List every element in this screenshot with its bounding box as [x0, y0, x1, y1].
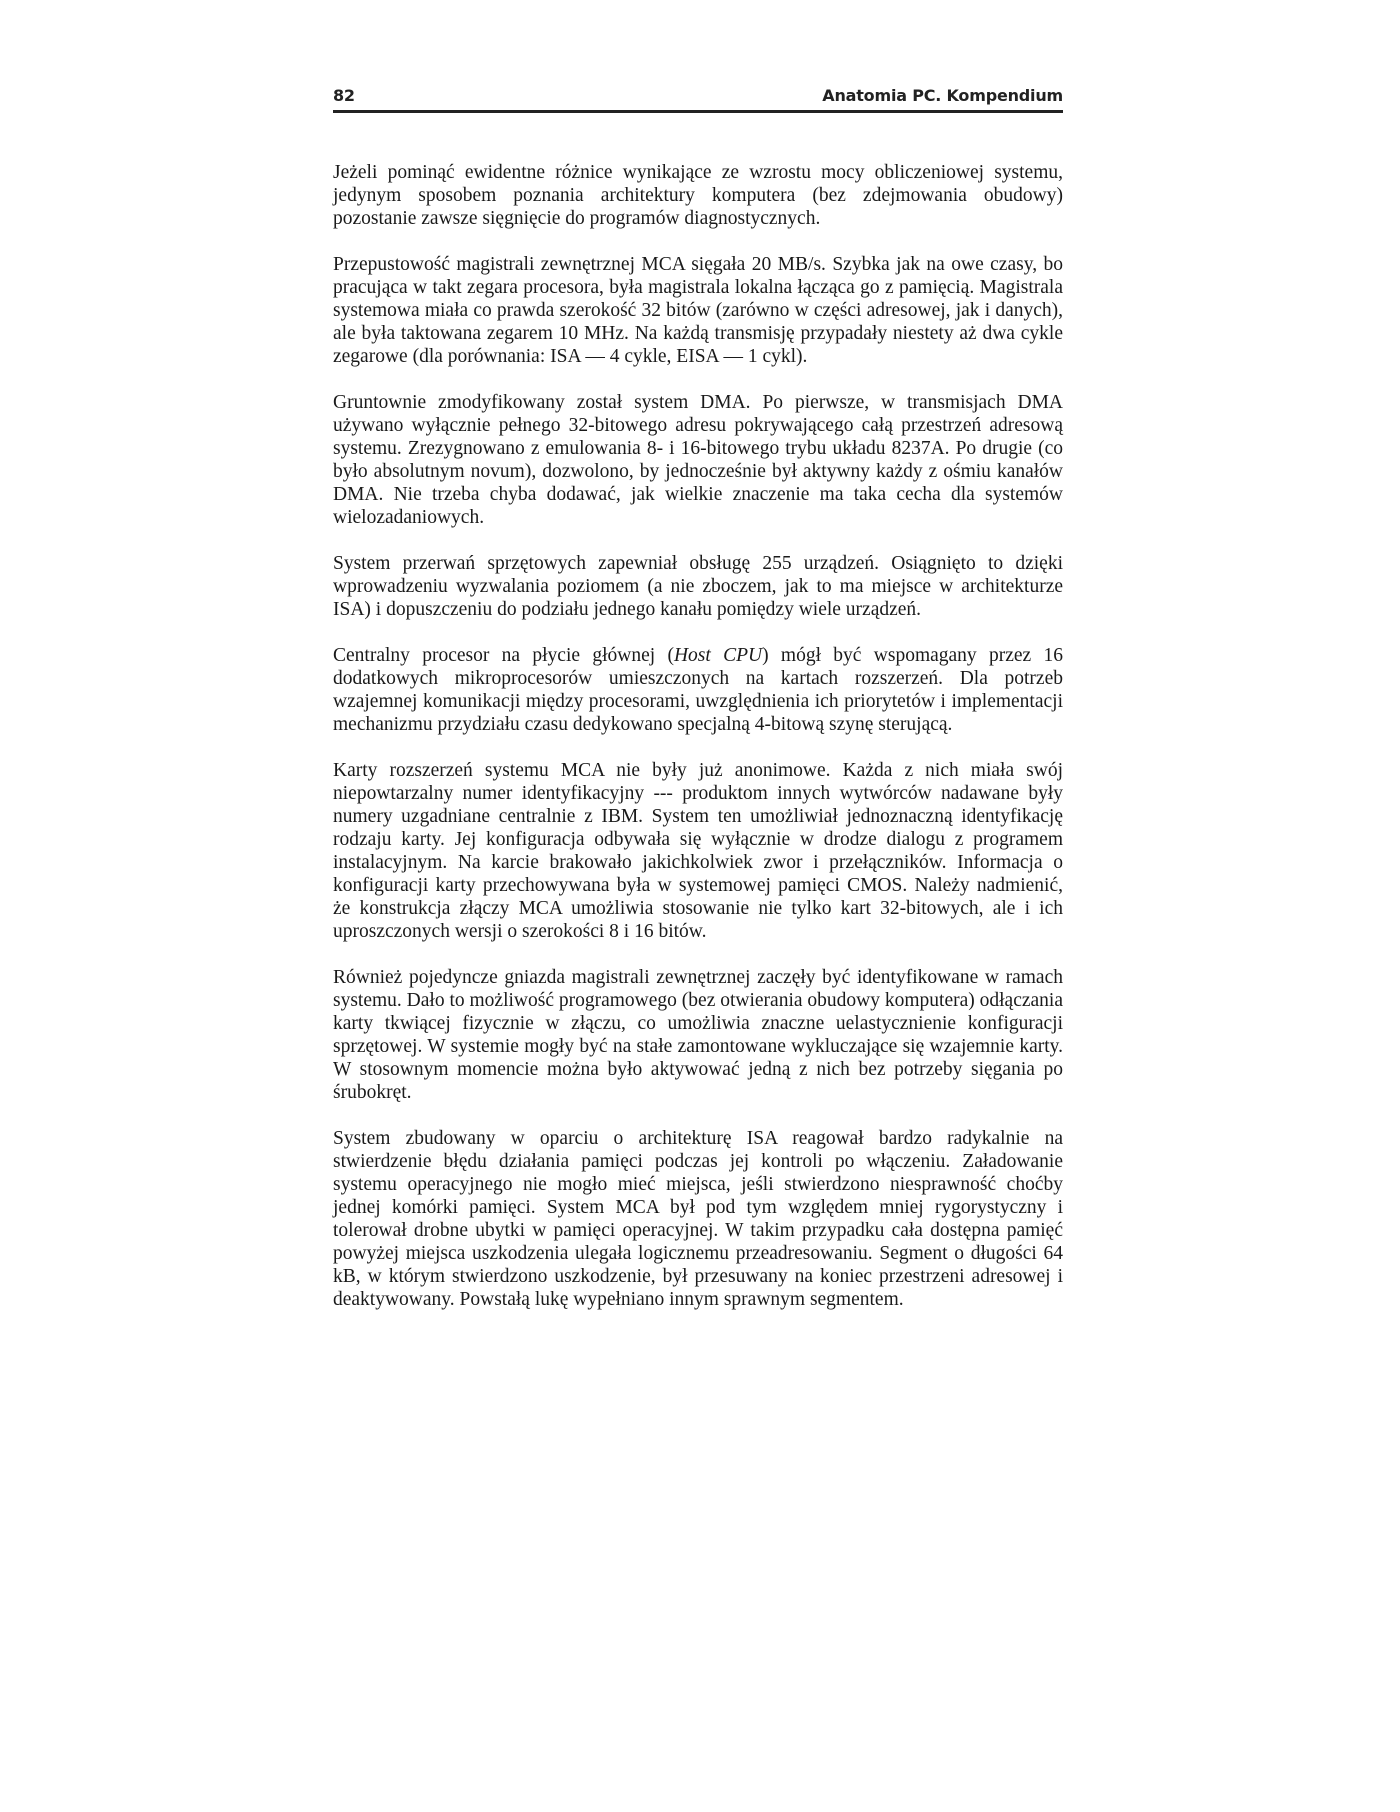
paragraph-5 [333, 644, 1063, 736]
paragraph-2: Przepustowość magistrali zewnętrznej MCA sięgała 20 MB/s. Szybka jak na owe czasy, bo pracująca w takt zegara procesora, była magistrala lokalna łącząca go z pamięcią. Magistrala systemowa miała co prawda szerokość 32 bitów (zarówno w części adresowej, jak i danych), ale była taktowana zegarem 10 MHz. Na każdą transmisję przypadały niestety aż dwa cykle zegarowe (dla porównania: ISA — 4 cykle, EISA — 1 cykl). [333, 254, 1063, 367]
page-number: 82 [333, 86, 355, 105]
running-header [333, 86, 1063, 113]
paragraph-4: System przerwań sprzętowych zapewniał obsługę 255 urządzeń. Osiągnięto to dzięki wprowadzeniu wyzwalania poziomem (a nie zboczem, jak to ma miejsce w architekturze ISA) i dopuszczeniu do podziału jednego kanału pomiędzy wiele urządzeń. [333, 553, 1063, 620]
book-page [333, 86, 1063, 1311]
paragraph-5-text-start: Centralny procesor na płycie głównej ( [333, 645, 674, 666]
paragraph-7: Również pojedyncze gniazda magistrali zewnętrznej zaczęły być identyfikowane w ramach systemu. Dało to możliwość programowego (bez otwierania obudowy komputera) odłączania karty tkwiącej fizycznie w złączu, co umożliwia znaczne uelastycznienie konfiguracji sprzętowej. W systemie mogły być na stałe zamontowane wykluczające się wzajemnie karty. W stosownym momencie można było aktywować jedną z nich bez potrzeby sięgania po śrubokręt. [333, 967, 1063, 1103]
paragraph-5-text-end: ) mógł być wspomagany przez 16 dodatkowych mikroprocesorów umieszczonych na kartach rozszerzeń. Dla potrzeb wzajemnej komunikacji między procesorami, uwzględnienia ich priorytetów i implementacji mechanizmu przydziału czasu dedykowano specjalną 4-bitową szynę sterującą. [333, 645, 1063, 735]
host-cpu-term: Host CPU [673, 645, 763, 666]
book-title: Anatomia PC. Kompendium [822, 86, 1063, 105]
paragraph-1: Jeżeli pominąć ewidentne różnice wynikające ze wzrostu mocy obliczeniowej systemu, jedynym sposobem poznania architektury komputera (bez zdejmowania obudowy) pozostanie zawsze sięgnięcie do programów diagnostycznych. [333, 162, 1063, 229]
paragraph-3: Gruntownie zmodyfikowany został system DMA. Po pierwsze, w transmisjach DMA używano wyłącznie pełnego 32-bitowego adresu pokrywającego całą przestrzeń adresową systemu. Zrezygnowano z emulowania 8- i 16-bitowego trybu układu 8237A. Po drugie (co było absolutnym novum), dozwolono, by jednocześnie był aktywny każdy z ośmiu kanałów DMA. Nie trzeba chyba dodawać, jak wielkie znaczenie ma taka cecha dla systemów wielozadaniowych. [333, 392, 1063, 528]
body-text [333, 161, 1063, 1311]
paragraph-6: Karty rozszerzeń systemu MCA nie były już anonimowe. Każda z nich miała swój niepowtarzalny numer identyfikacyjny --- produktom innych wytwórców nadawane były numery uzgadniane centralnie z IBM. System ten umożliwiał jednoznaczną identyfikację rodzaju karty. Jej konfiguracja odbywała się wyłącznie w drodze dialogu z programem instalacyjnym. Na karcie brakowało jakichkolwiek zwor i przełączników. Informacja o konfiguracji karty przechowywana była w systemowej pamięci CMOS. Należy nadmienić, że konstrukcja złączy MCA umożliwia stosowanie nie tylko kart 32-bitowych, ale i ich uproszczonych wersji o szerokości 8 i 16 bitów. [333, 760, 1063, 942]
paragraph-8: System zbudowany w oparciu o architekturę ISA reagował bardzo radykalnie na stwierdzenie błędu działania pamięci podczas jej kontroli po włączeniu. Załadowanie systemu operacyjnego nie mogło mieć miejsca, jeśli stwierdzono niesprawność choćby jednej komórki pamięci. System MCA był pod tym względem mniej rygorystyczny i tolerował drobne ubytki w pamięci operacyjnej. W takim przypadku cała dostępna pamięć powyżej miejsca uszkodzenia ulegała logicznemu przeadresowaniu. Segment o długości 64 kB, w którym stwierdzono uszkodzenie, był przesuwany na koniec przestrzeni adresowej i deaktywowany. Powstałą lukę wypełniano innym sprawnym segmentem. [333, 1128, 1063, 1310]
